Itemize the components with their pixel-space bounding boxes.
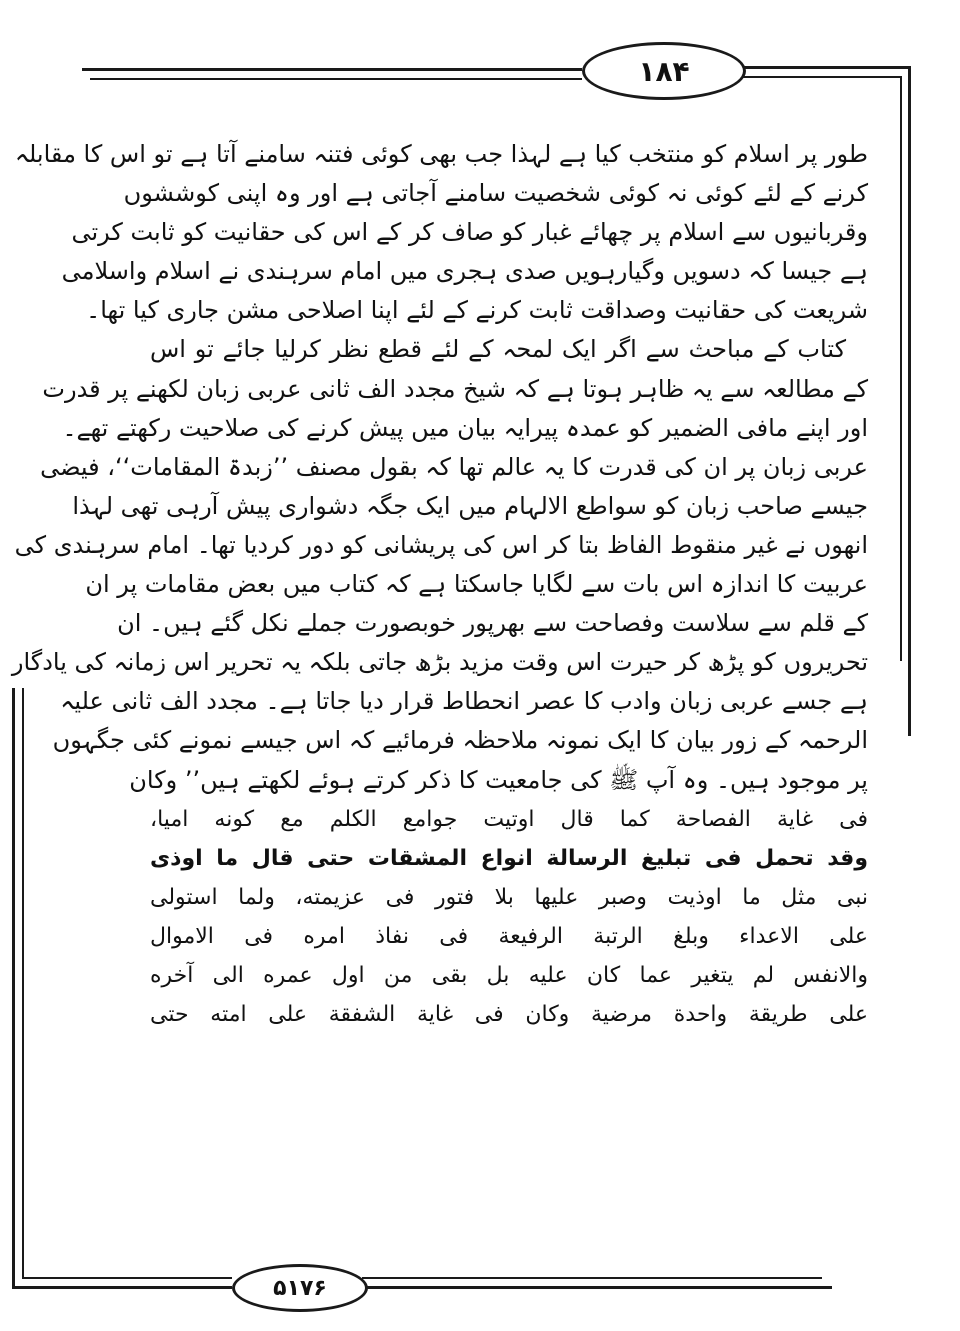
text-line: تحریروں کو پڑھ کر حیرت اس وقت مزید بڑھ جاتی بلکہ یہ تحریر اس زمانہ کی یادگار: [11, 648, 868, 677]
footer-number: ۵۱۷۶: [232, 1264, 368, 1312]
frame-bottom-inner: [22, 1277, 232, 1279]
frame-bottom-outer: [12, 1286, 232, 1289]
arabic-quote-line: علی الاعداء وبلغ الرتبة الرفيعة فی نفاذ امره فی الاموال: [150, 923, 868, 949]
text-line: الرحمہ کے زور بیان کا ایک نمونہ ملاحظہ فرمائیے کہ اس جیسے نمونے کئی جگہوں: [52, 726, 868, 755]
text-line: کے قلم سے سلاست وفصاحت سے بھرپور خوبصورت جملے نکل گئے ہیں۔ ان: [117, 609, 868, 638]
frame-left-outer: [12, 688, 15, 1288]
text-line: کے مطالعہ سے یہ ظاہر ہوتا ہے کہ شیخ مجدد الف ثانی عربی زبان لکھنے پر قدرت: [42, 374, 868, 403]
text-line: ہے جسے عربی زبان وادب کا عصر انحطاط قرار دیا جاتا ہے۔ مجدد الف ثانی علیہ: [60, 687, 868, 716]
arabic-quote-line: وقد تحمل فی تبليغ الرسالة انواع المشقات حتی قال ما اوذی: [150, 845, 868, 871]
frame-top-outer: [82, 68, 582, 71]
text-line: وقربانیوں سے اسلام پر چھائے غبار کو صاف کر کے اس کی حقانیت کو ثابت کرتی: [71, 218, 868, 247]
text-line: کتاب کے مباحث سے اگر ایک لمحہ کے لئے قطع نظر کرلیا جائے تو اس: [150, 335, 846, 364]
arabic-quote-line: والانفس لم يتغير عما كان عليه بل بقی من اول عمره الی آخره: [150, 962, 868, 988]
arabic-quote-line: نبی مثل ما اوذيت وصبر عليها بلا فتور فی عزيمته، ولما استولی: [150, 884, 868, 910]
text-line: انھوں نے غیر منقوط الفاظ بتا کر اس کی پریشانی کو دور کردیا تھا۔ امام سرہندی کی: [14, 530, 868, 559]
text-line: عربیت کا اندازہ اس بات سے لگایا جاسکتا ہے کہ کتاب میں بعض مقامات پر ان: [85, 570, 868, 599]
text-line: اور اپنے مافی الضمیر کو عمدہ پیرایہ بیان میں پیش کرنے کی صلاحیت رکھتے تھے۔: [62, 413, 868, 442]
page-number: ۱۸۴: [582, 42, 746, 100]
text-line: جیسے صاحب زبان کو سواطع الالہام میں ایک جگہ دشواری پیش آرہی تھی لہذا: [72, 491, 868, 520]
text-line: پر موجود ہیں۔ وہ آپ ﷺ کی جامعیت کا ذکر کرتے ہوئے لکھتے ہیں’’ وکان: [129, 765, 868, 794]
frame-right-outer: [908, 66, 911, 736]
text-line: شریعت کی حقانیت وصداقت ثابت کرنے کے لئے اپنا اصلاحی مشن جاری کیا تھا۔: [86, 296, 868, 325]
frame-left-inner: [22, 688, 24, 1278]
arabic-quote-line: علی طريقة واحدة مرضية وكان فی غاية الشفقة علی امته حتی: [150, 1002, 868, 1028]
text-line: ہے جیسا کہ دسویں وگیارہویں صدی ہجری میں امام سرہندی نے اسلام واسلامی: [61, 257, 868, 286]
frame-top-right-outer: [740, 66, 910, 69]
frame-right-inner: [900, 76, 902, 661]
frame-top-inner: [90, 78, 582, 80]
text-line: عربی زبان پر ان کی قدرت کا یہ عالم تھا کہ بقول مصنف ’’زبدۃ المقامات‘‘، فیضی: [40, 452, 868, 481]
frame-top-right-inner: [740, 76, 902, 78]
frame-bottom-right-outer: [362, 1286, 832, 1289]
body-text: [11, 135, 868, 1034]
arabic-quote-line: فی غاية الفصاحة كما قال اوتيت جوامع الكلم مع كونه اميا،: [150, 806, 868, 832]
frame-bottom-right-inner: [362, 1277, 822, 1279]
text-line: طور پر اسلام کو منتخب کیا ہے لہذا جب بھی کوئی فتنہ سامنے آتا ہے تو اس کا مقابلہ: [14, 140, 868, 168]
text-line: کرنے کے لئے کوئی نہ کوئی شخصیت سامنے آجاتی ہے اور وہ اپنی کوششوں: [123, 179, 868, 208]
